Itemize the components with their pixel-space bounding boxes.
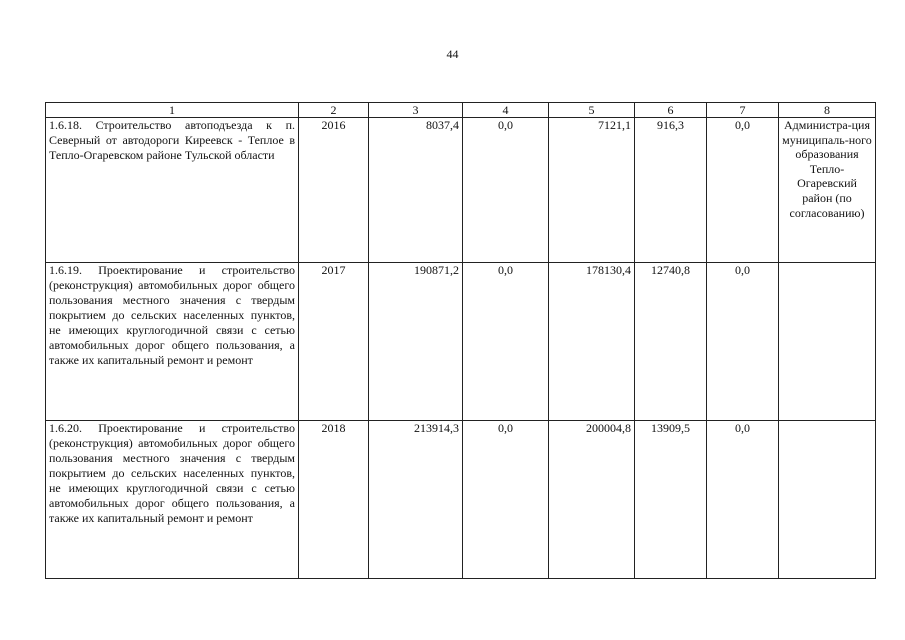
header-row: [46, 103, 876, 118]
measure-col7: 0,0: [707, 118, 779, 263]
column-header-8: 8: [779, 103, 876, 118]
measure-col5: 7121,1: [549, 118, 635, 263]
measure-col7: 0,0: [707, 421, 779, 579]
measure-col6: 916,3: [635, 118, 707, 263]
table-row: [46, 421, 876, 579]
measure-col7: 0,0: [707, 263, 779, 421]
measure-executor: [779, 263, 876, 421]
page-number: 44: [446, 47, 459, 61]
column-header-1: 1: [46, 103, 299, 118]
measure-col4: 0,0: [463, 263, 549, 421]
measure-year: 2018: [299, 421, 369, 579]
measure-executor: Администра-ция муниципаль-ного образования Тепло-Огаревский район (по согласованию): [779, 118, 876, 263]
measure-name: 1.6.19. Проектирование и строительство (реконструкция) автомобильных дорог общего пользования местного значения с твердым покрытием до сельских населенных пунктов, не имеющих круглогодичной связи с сетью автомобильных дорог общего пользования, а также их капитальный ремонт и ремонт: [46, 263, 299, 421]
measure-total: 8037,4: [369, 118, 463, 263]
measure-col5: 178130,4: [549, 263, 635, 421]
measure-col5: 200004,8: [549, 421, 635, 579]
measure-col6: 13909,5: [635, 421, 707, 579]
program-table: [45, 102, 876, 579]
column-header-5: 5: [549, 103, 635, 118]
measure-name: 1.6.20. Проектирование и строительство (реконструкция) автомобильных дорог общего пользования местного значения с твердым покрытием до сельских населенных пунктов, не имеющих круглогодичной связи с сетью автомобильных дорог общего пользования, а также их капитальный ремонт и ремонт: [46, 421, 299, 579]
measure-year: 2017: [299, 263, 369, 421]
column-header-6: 6: [635, 103, 707, 118]
column-header-2: 2: [299, 103, 369, 118]
measure-name: 1.6.18. Строительство автоподъезда к п. Северный от автодороги Киреевск - Теплое в Тепло-Огаревском районе Тульской области: [46, 118, 299, 263]
measure-year: 2016: [299, 118, 369, 263]
measure-col6: 12740,8: [635, 263, 707, 421]
measure-col4: 0,0: [463, 118, 549, 263]
measure-total: 190871,2: [369, 263, 463, 421]
column-header-7: 7: [707, 103, 779, 118]
measure-total: 213914,3: [369, 421, 463, 579]
table-row: [46, 263, 876, 421]
table-row: [46, 118, 876, 263]
column-header-4: 4: [463, 103, 549, 118]
column-header-3: 3: [369, 103, 463, 118]
measure-col4: 0,0: [463, 421, 549, 579]
measure-executor: [779, 421, 876, 579]
